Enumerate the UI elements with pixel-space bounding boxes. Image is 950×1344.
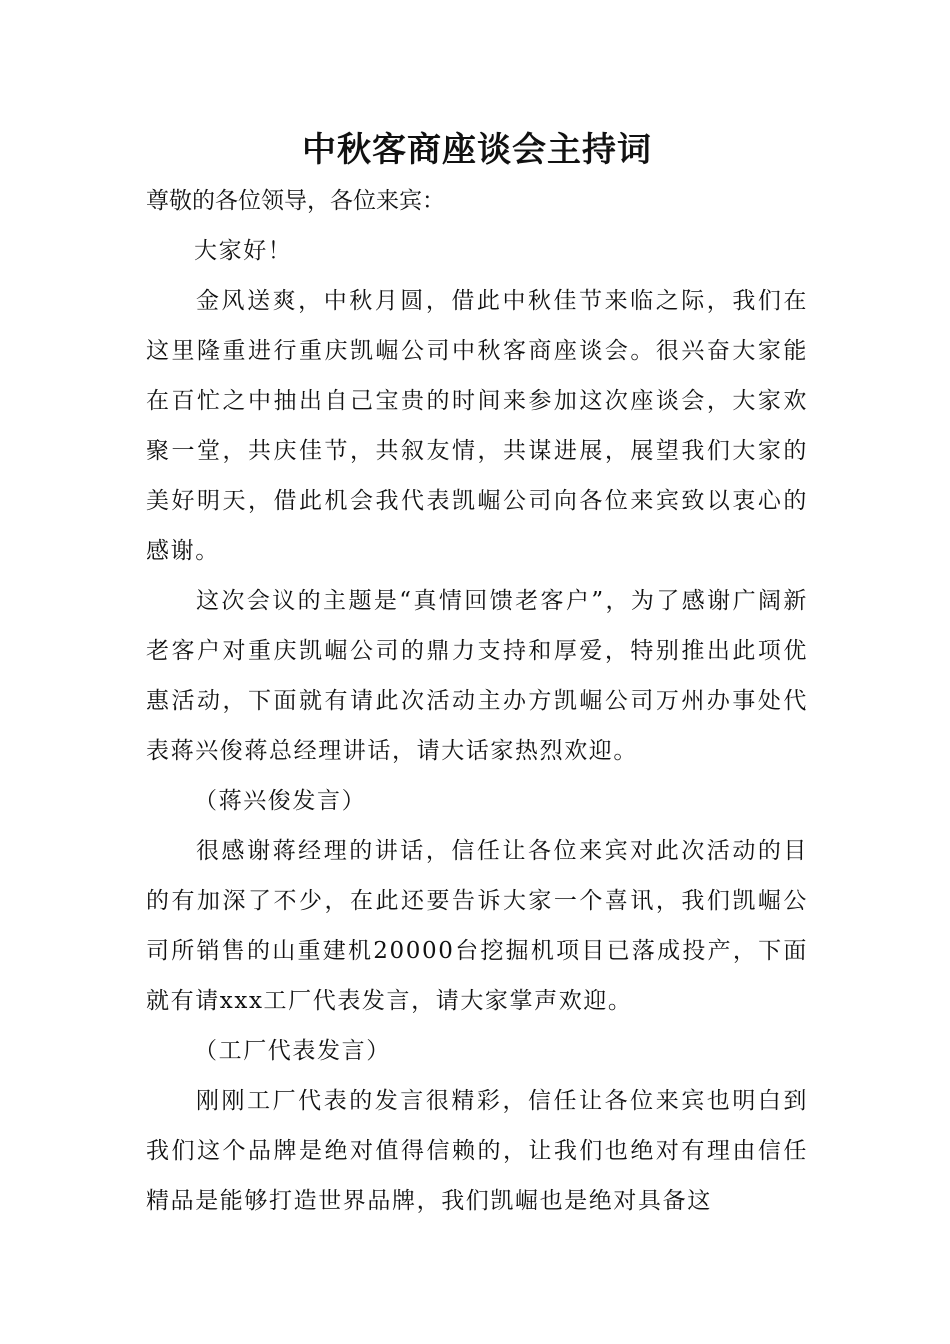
- stage-direction-speech-1: （蒋兴俊发言）: [194, 788, 367, 814]
- document-page: [146, 126, 808, 1226]
- paragraph-closing: 刚刚工厂代表的发言很精彩，信任让各位来宾也明白到我们这个品牌是绝对值得信赖的，让我们也绝对有理由信任精品是能够打造世界品牌，我们凯崛也是绝对具备这: [146, 1088, 808, 1214]
- document-title: 中秋客商座谈会主持词: [302, 130, 652, 170]
- paragraph-theme: 这次会议的主题是“真情回馈老客户”，为了感谢广阔新老客户对重庆凯崛公司的鼎力支持和厚爱，特别推出此项优惠活动，下面就有请此次活动主办方凯崛公司万州办事处代表蒋兴俊蒋总经理讲话，请大话家热烈欢迎。: [146, 588, 808, 764]
- stage-direction-speech-2: （工厂代表发言）: [194, 1038, 391, 1064]
- paragraph-opening: 金风送爽，中秋月圆，借此中秋佳节来临之际，我们在这里隆重进行重庆凯崛公司中秋客商座谈会。很兴奋大家能在百忙之中抽出自己宝贵的时间来参加这次座谈会，大家欢聚一堂，共庆佳节，共叙友情，共谋进展，展望我们大家的美好明天，借此机会我代表凯崛公司向各位来宾致以衷心的感谢。: [146, 288, 808, 564]
- paragraph-greeting: 大家好！: [194, 238, 293, 264]
- paragraph-thanks: 很感谢蒋经理的讲话，信任让各位来宾对此次活动的目的有加深了不少，在此还要告诉大家一个喜讯，我们凯崛公司所销售的山重建机20000台挖掘机项目已落成投产，下面就有请xxx工厂代表发言，请大家掌声欢迎。: [146, 838, 808, 1014]
- salutation: 尊敬的各位领导，各位来宾：: [146, 188, 445, 214]
